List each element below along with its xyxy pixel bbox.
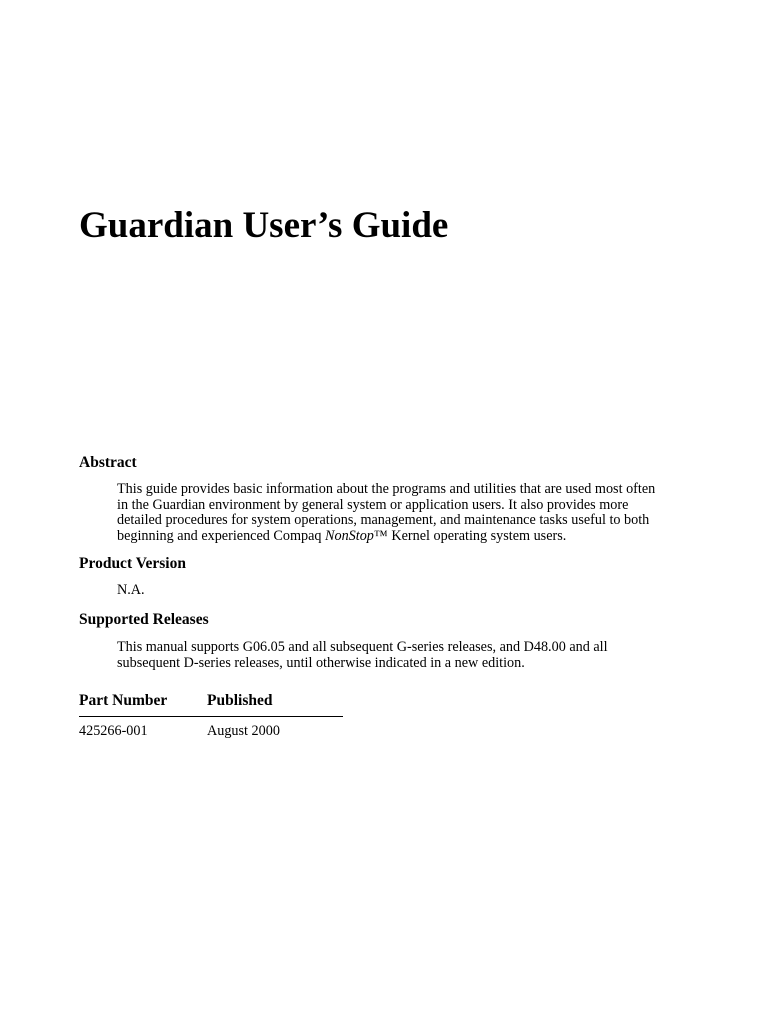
abstract-line-start: beginning and experienced Compaq bbox=[117, 527, 326, 544]
published-value: August 2000 bbox=[207, 723, 280, 739]
abstract-line-end: ™ Kernel operating system users. bbox=[373, 527, 567, 544]
publication-table-header bbox=[79, 691, 343, 717]
publication-table bbox=[79, 691, 343, 743]
supported-releases-text bbox=[117, 640, 717, 671]
part-number-header: Part Number bbox=[79, 692, 168, 709]
abstract-line: This guide provides basic information about the programs and utilities that are used most often bbox=[117, 481, 656, 497]
supported-releases-line: subsequent D-series releases, until otherwise indicated in a new edition. bbox=[117, 654, 525, 671]
product-version-heading: Product Version bbox=[79, 555, 186, 572]
abstract-line: in the Guardian environment by general system or application users. It also provides more bbox=[117, 496, 629, 513]
abstract-line: detailed procedures for system operations, management, and maintenance tasks useful to both bbox=[117, 512, 650, 529]
supported-releases-heading: Supported Releases bbox=[79, 611, 209, 628]
document-title: Guardian User’s Guide bbox=[79, 205, 449, 246]
published-header: Published bbox=[207, 692, 273, 709]
abstract-heading: Abstract bbox=[79, 454, 137, 471]
abstract-line bbox=[117, 529, 717, 545]
part-number-value: 425266-001 bbox=[79, 723, 148, 739]
nonstop-trademark-text: NonStop bbox=[325, 527, 374, 544]
table-row bbox=[79, 717, 343, 743]
product-version-text: N.A. bbox=[117, 582, 145, 598]
supported-releases-line: This manual supports G06.05 and all subsequent G-series releases, and D48.00 and all bbox=[117, 639, 608, 655]
abstract-text bbox=[117, 482, 717, 544]
